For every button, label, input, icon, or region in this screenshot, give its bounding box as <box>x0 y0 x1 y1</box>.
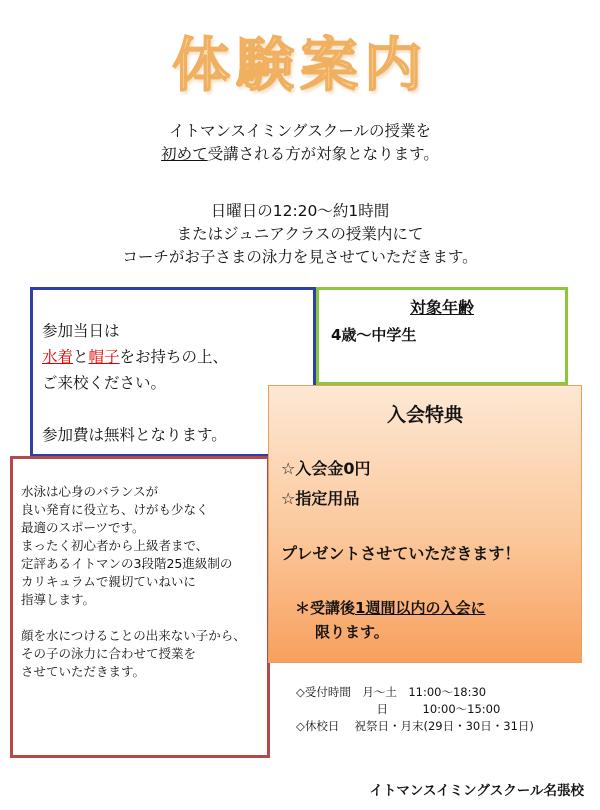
hours-row-3: ◇休校日 祝祭日・月末(29日・30日・31日) <box>296 719 534 733</box>
schedule-line-2: またはジュニアクラスの授業内にて <box>176 225 424 243</box>
swimsuit-label: 水着 <box>42 348 74 366</box>
swimming-info-box <box>10 456 270 758</box>
benefit-perk-3: プレゼントさせていただきます！ <box>281 544 521 563</box>
swim-info-line: その子の泳力に合わせて授業を <box>21 646 197 661</box>
swimming-info-text <box>21 483 246 681</box>
bring-line-2-rest: をお持ちの上、 <box>119 348 229 366</box>
page-title: 体験案内 <box>171 31 428 99</box>
target-age-heading <box>319 295 565 318</box>
swim-info-line: 水泳は心身のバランスが <box>21 484 159 499</box>
swim-info-line: 顔を水につけることの出来ない子から、 <box>21 628 246 643</box>
swim-info-line <box>21 609 246 627</box>
schedule-text <box>0 200 600 269</box>
swim-info-line: 最適のスポーツです。 <box>21 520 145 535</box>
benefit-perk-1: ☆入会金0円 <box>281 459 371 478</box>
benefit-heading: 入会特典 <box>386 404 463 426</box>
intro-line-2-rest: 受講される方が対象となります。 <box>207 145 439 163</box>
intro-line-1: イトマンスイミングスクールの授業を <box>169 122 431 140</box>
swim-info-line: 定評あるイトマンの3段階25進級制の <box>21 556 233 571</box>
school-name: イトマンスイミングスクール名張校 <box>369 783 584 799</box>
benefit-note-prefix: ＊受講後 <box>295 599 356 617</box>
intro-first-time: 初めて <box>161 145 208 163</box>
benefit-note-underlined: 1週間以内の入会に <box>355 599 486 617</box>
swim-info-line: カリキュラムで親切ていねいに <box>21 574 196 589</box>
target-age-value: 4歳～中学生 <box>331 326 417 344</box>
benefit-note <box>295 596 485 644</box>
swim-info-line: 指導します。 <box>21 592 96 607</box>
intro-line-2 <box>0 143 600 166</box>
bring-line-3: ご来校ください。 <box>42 374 167 392</box>
benefit-perk-2: ☆指定用品 <box>281 489 360 508</box>
swim-info-line: 良い発育に役立ち、けがも少なく <box>21 502 209 517</box>
hours-row-2: 日 10:00～15:00 <box>296 702 501 716</box>
hours-row-1: ◇受付時間 月～土 11:00～18:30 <box>296 685 487 699</box>
schedule-line-1: 日曜日の12:20～約1時間 <box>210 202 390 220</box>
bring-line-2 <box>42 344 228 370</box>
fee-line: 参加費は無料となります。 <box>42 426 227 444</box>
intro-text <box>0 120 600 166</box>
target-age-box <box>316 287 568 385</box>
swim-info-line: まったく初心者から上級者まで、 <box>21 538 209 553</box>
bring-conj: と <box>73 348 89 366</box>
bring-line-1: 参加当日は <box>42 322 120 340</box>
schedule-line-3: コーチがお子さまの泳力を見させていただきます。 <box>122 248 478 266</box>
benefit-note-line-2: 限ります。 <box>315 623 389 641</box>
target-age-heading-text: 対象年齢 <box>409 298 474 317</box>
cap-label: 帽子 <box>88 348 120 366</box>
membership-benefit-box <box>268 385 582 663</box>
swim-info-line: させていただきます。 <box>21 664 146 679</box>
business-hours <box>296 684 534 735</box>
